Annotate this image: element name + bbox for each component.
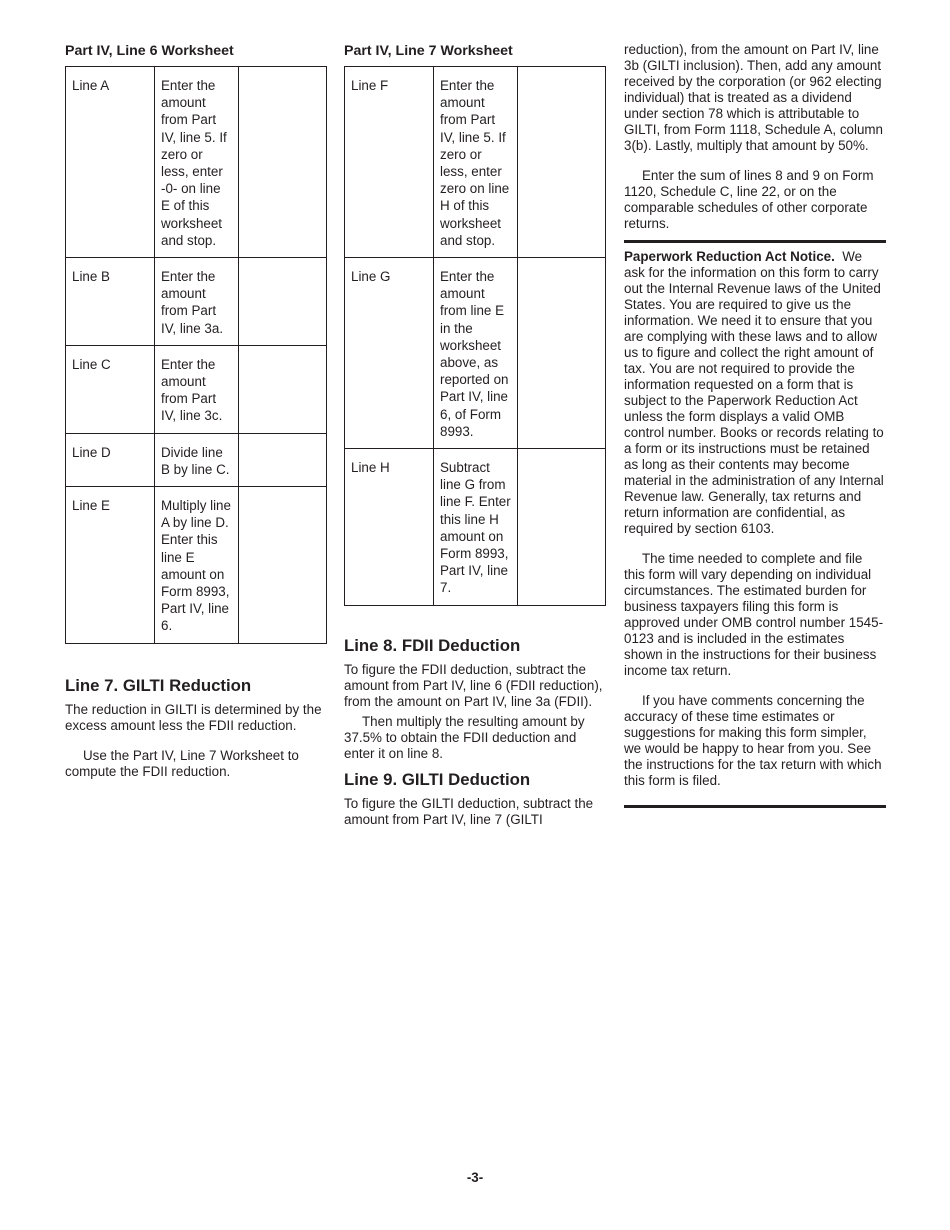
gilti-continued-paragraph: reduction), from the amount on Part IV, line 3b (GILTI inclusion). Then, add any amount received by the corporation (or 962 electing individual) that is treated as a dividend under section 78 which is attributable to GILTI, from Form 1118, Schedule A, column 3(b). Lastly, multiply that amount by 50%. xyxy=(624,42,883,153)
line-8-paragraph-2: Then multiply the resulting amount by 37.5% to obtain the FDII deduction and enter it on line 8. xyxy=(344,713,585,761)
line-instruction: Enter the amount from line E in the worksheet above, as reported on Part IV, line 6, of Form 8993. xyxy=(434,258,518,449)
line-7-paragraph-2: Use the Part IV, Line 7 Worksheet to compute the FDII reduction. xyxy=(65,747,299,779)
paperwork-lead: Paperwork Reduction Act Notice. xyxy=(624,249,835,264)
line-7-heading: Line 7. GILTI Reduction xyxy=(65,675,252,695)
paperwork-section xyxy=(624,240,886,789)
amount-cell xyxy=(239,345,327,433)
worksheet-7-title: Part IV, Line 7 Worksheet xyxy=(344,43,513,59)
line-label: Line F xyxy=(345,67,434,258)
line-label: Line B xyxy=(66,258,155,346)
left-column xyxy=(65,42,327,780)
middle-column xyxy=(344,42,606,828)
line-instruction: Enter the amount from Part IV, line 5. If zero or less, enter -0- on line E of this worksheet and stop. xyxy=(155,67,239,258)
section-divider xyxy=(624,805,886,808)
line-label: Line E xyxy=(66,487,155,644)
table-row xyxy=(66,67,327,258)
line-8-heading: Line 8. FDII Deduction xyxy=(344,635,521,655)
line-label: Line A xyxy=(66,67,155,258)
table-row xyxy=(345,67,606,258)
worksheet-7-table xyxy=(344,66,606,606)
amount-cell xyxy=(518,258,606,449)
paperwork-paragraph-2: The time needed to complete and file this form will vary depending on individual circumstances. The estimated burden for business taxpayers filing this form is approved under OMB control number 1545-0123 and is included in the estimates shown in the instructions for their business income tax return. xyxy=(624,551,884,678)
line-label: Line H xyxy=(345,449,434,606)
amount-cell xyxy=(518,449,606,606)
table-row xyxy=(345,449,606,606)
line-instruction: Subtract line G from line F. Enter this line H amount on Form 8993, Part IV, line 7. xyxy=(434,449,518,606)
amount-cell xyxy=(239,258,327,346)
paperwork-text: We ask for the information on this form to carry out the Internal Revenue laws of the United States. You are required to give us the information. We need it to ensure that you are complying with these laws and to allow us to figure and collect the right amount of tax. You are not required to provide the information requested on a form that is subject to the Paperwork Reduction Act unless the form displays a valid OMB control number. Books or records relating to a form or its instructions must be retained as long as their contents may become material in the administration of any Internal Revenue law. Generally, tax returns and return information are confidential, as required by section 6103. xyxy=(624,249,884,536)
line-9-paragraph-1: To figure the GILTI deduction, subtract the amount from Part IV, line 7 (GILTI xyxy=(344,795,594,827)
line-9-heading: Line 9. GILTI Deduction xyxy=(344,769,531,789)
table-row xyxy=(345,258,606,449)
line-instruction: Enter the amount from Part IV, line 3c. xyxy=(155,345,239,433)
paperwork-paragraph-1 xyxy=(624,249,886,537)
table-row xyxy=(66,433,327,486)
amount-cell xyxy=(518,67,606,258)
right-column xyxy=(624,42,886,808)
table-row xyxy=(66,345,327,433)
line-label: Line D xyxy=(66,433,155,486)
line-label: Line G xyxy=(345,258,434,449)
amount-cell xyxy=(239,487,327,644)
paperwork-paragraph-3: If you have comments concerning the accuracy of these time estimates or suggestions for making this form simpler, we would be happy to hear from you. See the instructions for the tax return with which this form is filed. xyxy=(624,693,882,788)
table-row xyxy=(66,487,327,644)
page-number: -3- xyxy=(466,1170,484,1185)
amount-cell xyxy=(239,433,327,486)
line-instruction: Enter the amount from Part IV, line 5. If zero or less, enter zero on line H of this worksheet and stop. xyxy=(434,67,518,258)
worksheet-6-table xyxy=(65,66,327,644)
line-instruction: Enter the amount from Part IV, line 3a. xyxy=(155,258,239,346)
line-8-paragraph-1: To figure the FDII deduction, subtract the amount from Part IV, line 6 (FDII reduction), from the amount on Part IV, line 3a (FDII). xyxy=(344,661,603,709)
amount-cell xyxy=(239,67,327,258)
line-instruction: Multiply line A by line D. Enter this line E amount on Form 8993, Part IV, line 6. xyxy=(155,487,239,644)
line-instruction: Divide line B by line C. xyxy=(155,433,239,486)
table-row xyxy=(66,258,327,346)
worksheet-6-title: Part IV, Line 6 Worksheet xyxy=(65,43,234,59)
line-label: Line C xyxy=(66,345,155,433)
sum-lines-paragraph: Enter the sum of lines 8 and 9 on Form 1120, Schedule C, line 22, or on the comparable schedules of other corporate returns. xyxy=(624,168,874,231)
line-7-paragraph-1: The reduction in GILTI is determined by the excess amount less the FDII reduction. xyxy=(65,701,322,733)
